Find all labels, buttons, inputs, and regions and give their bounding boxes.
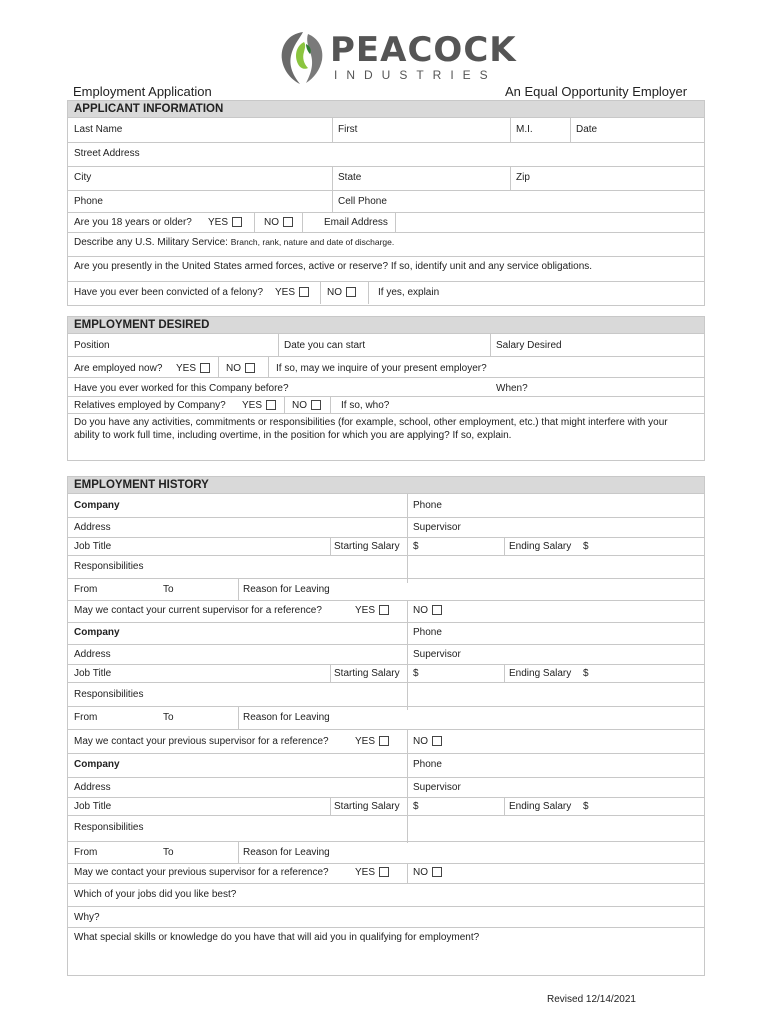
- job-title-2-field[interactable]: Job Title: [74, 668, 112, 679]
- employment-desired-section: [67, 316, 705, 461]
- divider: [490, 333, 491, 356]
- employment-desired-heading: EMPLOYMENT DESIRED: [68, 317, 704, 333]
- divider: [254, 212, 255, 232]
- ending-salary-3-field[interactable]: $: [583, 801, 589, 812]
- company-3-field[interactable]: Company: [74, 759, 120, 770]
- supervisor-2-field[interactable]: Supervisor: [413, 649, 461, 660]
- ending-salary-2-field[interactable]: $: [583, 668, 589, 679]
- company-logo: [278, 28, 517, 86]
- relatives-who-field[interactable]: If so, who?: [341, 400, 390, 411]
- no-label: NO: [226, 363, 241, 374]
- contact-3-no-option[interactable]: [413, 867, 442, 878]
- no-label: NO: [327, 287, 342, 298]
- applicant-section: [67, 100, 705, 306]
- contact-1-yes-option[interactable]: [355, 605, 389, 616]
- contact-2-yes-option[interactable]: [355, 736, 389, 747]
- felony-explain-field[interactable]: If yes, explain: [378, 287, 440, 298]
- applicant-heading: APPLICANT INFORMATION: [68, 101, 704, 117]
- from-1-field[interactable]: From: [74, 584, 98, 595]
- date-field[interactable]: Date: [576, 124, 598, 135]
- felony-yes-option[interactable]: [275, 287, 309, 298]
- divider: [278, 333, 279, 356]
- contact-previous-question-2: May we contact your previous supervisor for a reference?: [74, 867, 329, 878]
- name-row: [68, 117, 704, 142]
- company-2-phone-field[interactable]: Phone: [413, 627, 442, 638]
- no-label: NO: [264, 217, 279, 228]
- divider: [68, 493, 704, 494]
- to-3-field[interactable]: To: [163, 847, 174, 858]
- felony-no-option[interactable]: [327, 287, 356, 298]
- eeo-statement: An Equal Opportunity Employer: [505, 84, 688, 99]
- ending-salary-2-label: Ending Salary: [509, 668, 572, 679]
- divider: [68, 797, 704, 798]
- starting-salary-2-label: Starting Salary: [334, 668, 400, 679]
- mi-field[interactable]: M.I.: [516, 124, 533, 135]
- age-question: Are you 18 years or older?: [74, 217, 192, 228]
- divider: [68, 256, 704, 257]
- email-field[interactable]: Email Address: [324, 217, 388, 228]
- yes-label: YES: [176, 363, 197, 374]
- employment-history-section: [67, 476, 705, 976]
- starting-salary-3-label: Starting Salary: [334, 801, 400, 812]
- divider: [238, 578, 239, 600]
- divider: [68, 396, 704, 397]
- felony-question: Have you ever been convicted of a felony?: [74, 287, 264, 298]
- contact-1-no-checkbox[interactable]: [432, 605, 442, 615]
- responsibilities-3-field[interactable]: Responsibilities: [74, 822, 144, 833]
- divider: [68, 281, 704, 282]
- from-2-field[interactable]: From: [74, 712, 98, 723]
- divider: [330, 797, 331, 815]
- age-yes-checkbox[interactable]: [232, 217, 242, 227]
- employed-yes-option[interactable]: [176, 363, 210, 374]
- position-field[interactable]: Position: [74, 340, 110, 351]
- age-no-option[interactable]: [264, 217, 293, 228]
- contact-2-yes-checkbox[interactable]: [379, 736, 389, 746]
- company-1-field[interactable]: Company: [74, 500, 120, 511]
- reason-leaving-2-field[interactable]: Reason for Leaving: [243, 712, 330, 723]
- starting-salary-1-label: Starting Salary: [334, 541, 400, 552]
- divider: [68, 906, 704, 907]
- divider: [504, 664, 505, 682]
- to-2-field[interactable]: To: [163, 712, 174, 723]
- divider: [218, 356, 219, 377]
- logo-wordmark: PEACOCK: [330, 30, 517, 70]
- last-name-field[interactable]: Last Name: [74, 124, 123, 135]
- divider: [68, 682, 704, 683]
- contact-previous-question: May we contact your previous supervisor for a reference?: [74, 736, 329, 747]
- divider: [68, 927, 704, 928]
- divider: [504, 797, 505, 815]
- divider: [284, 396, 285, 413]
- job-title-3-field[interactable]: Job Title: [74, 801, 112, 812]
- yes-label: YES: [242, 400, 263, 411]
- relatives-yes-option[interactable]: [242, 400, 276, 411]
- cell-phone-field[interactable]: Cell Phone: [338, 196, 387, 207]
- age-no-checkbox[interactable]: [283, 217, 293, 227]
- divider: [320, 281, 321, 304]
- divider: [68, 644, 704, 645]
- revision-date: Revised 12/14/2021: [547, 994, 636, 1005]
- activities-field[interactable]: Do you have any activities, commitments or responsibilities (for example, school, other employment, etc.) that might interfere with your ability to work full time, including overtime, in the position for which you are applying? If so, explain.: [74, 417, 668, 441]
- divider: [510, 166, 511, 190]
- logo-subtitle: INDUSTRIES: [334, 68, 497, 82]
- when-field[interactable]: When?: [496, 383, 528, 394]
- zip-field[interactable]: Zip: [516, 172, 530, 183]
- starting-salary-2-field[interactable]: $: [413, 668, 419, 679]
- contact-2-no-checkbox[interactable]: [432, 736, 442, 746]
- starting-salary-1-field[interactable]: $: [413, 541, 419, 552]
- responsibilities-2-field[interactable]: Responsibilities: [74, 689, 144, 700]
- divider: [407, 863, 408, 883]
- divider: [68, 883, 704, 884]
- city-field[interactable]: City: [74, 172, 92, 183]
- divider: [68, 333, 704, 334]
- relatives-no-option[interactable]: [292, 400, 321, 411]
- divider: [407, 622, 408, 710]
- divider: [68, 377, 704, 378]
- yes-label: YES: [355, 736, 376, 747]
- why-field[interactable]: Why?: [74, 912, 100, 923]
- from-3-field[interactable]: From: [74, 847, 98, 858]
- divider: [268, 356, 269, 377]
- contact-current-question: May we contact your current supervisor for a reference?: [74, 605, 322, 616]
- employment-history-heading: EMPLOYMENT HISTORY: [68, 477, 704, 493]
- divider: [68, 664, 704, 665]
- divider: [407, 729, 408, 753]
- salary-desired-field[interactable]: Salary Desired: [496, 340, 562, 351]
- age-yes-option[interactable]: [208, 217, 242, 228]
- divider: [238, 841, 239, 863]
- divider: [68, 578, 704, 579]
- divider: [302, 212, 303, 232]
- military-service-field[interactable]: [74, 237, 394, 248]
- no-label: NO: [413, 736, 428, 747]
- divider: [68, 142, 704, 143]
- company-2-field[interactable]: Company: [74, 627, 120, 638]
- contact-3-yes-option[interactable]: [355, 867, 389, 878]
- yes-label: YES: [208, 217, 229, 228]
- military-label: Describe any U.S. Military Service:: [74, 237, 228, 248]
- employed-no-checkbox[interactable]: [245, 363, 255, 373]
- divider: [68, 555, 704, 556]
- reason-leaving-3-field[interactable]: Reason for Leaving: [243, 847, 330, 858]
- divider: [330, 537, 331, 555]
- divider: [68, 753, 704, 754]
- starting-salary-3-field[interactable]: $: [413, 801, 419, 812]
- divider: [368, 281, 369, 304]
- divider: [68, 622, 704, 623]
- divider: [68, 517, 704, 518]
- divider: [238, 706, 239, 729]
- contact-3-no-checkbox[interactable]: [432, 867, 442, 877]
- divider: [68, 815, 704, 816]
- divider: [332, 190, 333, 212]
- employed-no-option[interactable]: [226, 363, 255, 374]
- divider: [68, 212, 704, 213]
- divider: [330, 664, 331, 682]
- divider: [68, 190, 704, 191]
- divider: [407, 753, 408, 843]
- no-label: NO: [413, 867, 428, 878]
- yes-label: YES: [355, 605, 376, 616]
- divider: [407, 493, 408, 583]
- divider: [68, 413, 704, 414]
- divider: [510, 118, 511, 142]
- divider: [68, 706, 704, 707]
- first-name-field[interactable]: First: [338, 124, 358, 135]
- contact-1-no-option[interactable]: [413, 605, 442, 616]
- divider: [395, 212, 396, 232]
- felony-yes-checkbox[interactable]: [299, 287, 309, 297]
- special-skills-field[interactable]: What special skills or knowledge do you have that will aid you in qualifying for employment?: [74, 932, 480, 943]
- reason-leaving-1-field[interactable]: Reason for Leaving: [243, 584, 330, 595]
- address-3-field[interactable]: Address: [74, 782, 111, 793]
- peacock-logo-icon: [278, 28, 328, 86]
- yes-label: YES: [355, 867, 376, 878]
- divider: [332, 166, 333, 190]
- relatives-yes-checkbox[interactable]: [266, 400, 276, 410]
- address-2-field[interactable]: Address: [74, 649, 111, 660]
- company-1-phone-field[interactable]: Phone: [413, 500, 442, 511]
- no-label: NO: [292, 400, 307, 411]
- to-1-field[interactable]: To: [163, 584, 174, 595]
- divider: [68, 356, 704, 357]
- divider: [332, 118, 333, 142]
- divider: [407, 600, 408, 622]
- street-address-field[interactable]: Street Address: [74, 148, 140, 159]
- divider: [68, 232, 704, 233]
- document-title: Employment Application: [73, 84, 212, 99]
- company-3-phone-field[interactable]: Phone: [413, 759, 442, 770]
- contact-3-yes-checkbox[interactable]: [379, 867, 389, 877]
- divider: [570, 118, 571, 142]
- inquire-employer-field[interactable]: If so, may we inquire of your present employer?: [276, 363, 487, 374]
- state-field[interactable]: State: [338, 172, 362, 183]
- divider: [68, 166, 704, 167]
- relatives-no-checkbox[interactable]: [311, 400, 321, 410]
- ending-salary-1-label: Ending Salary: [509, 541, 572, 552]
- divider: [68, 777, 704, 778]
- employed-now-question: Are employed now?: [74, 363, 163, 374]
- contact-1-yes-checkbox[interactable]: [379, 605, 389, 615]
- divider: [68, 863, 704, 864]
- divider: [504, 537, 505, 555]
- felony-no-checkbox[interactable]: [346, 287, 356, 297]
- military-hint: Branch, rank, nature and date of discharge.: [230, 237, 395, 247]
- divider: [68, 729, 704, 730]
- yes-label: YES: [275, 287, 296, 298]
- divider: [330, 396, 331, 413]
- liked-best-field[interactable]: Which of your jobs did you like best?: [74, 889, 237, 900]
- supervisor-3-field[interactable]: Supervisor: [413, 782, 461, 793]
- contact-2-no-option[interactable]: [413, 736, 442, 747]
- supervisor-1-field[interactable]: Supervisor: [413, 522, 461, 533]
- divider: [68, 600, 704, 601]
- employed-yes-checkbox[interactable]: [200, 363, 210, 373]
- relatives-question: Relatives employed by Company?: [74, 400, 226, 411]
- responsibilities-1-field[interactable]: Responsibilities: [74, 561, 144, 572]
- ending-salary-1-field[interactable]: $: [583, 541, 589, 552]
- address-1-field[interactable]: Address: [74, 522, 111, 533]
- no-label: NO: [413, 605, 428, 616]
- worked-before-field[interactable]: Have you ever worked for this Company before?: [74, 383, 289, 394]
- ending-salary-3-label: Ending Salary: [509, 801, 572, 812]
- armed-forces-field[interactable]: Are you presently in the United States armed forces, active or reserve? If so, identify unit and any service obligations.: [74, 261, 593, 272]
- job-title-1-field[interactable]: Job Title: [74, 541, 112, 552]
- divider: [68, 841, 704, 842]
- divider: [68, 537, 704, 538]
- phone-field[interactable]: Phone: [74, 196, 103, 207]
- start-date-field[interactable]: Date you can start: [284, 340, 366, 351]
